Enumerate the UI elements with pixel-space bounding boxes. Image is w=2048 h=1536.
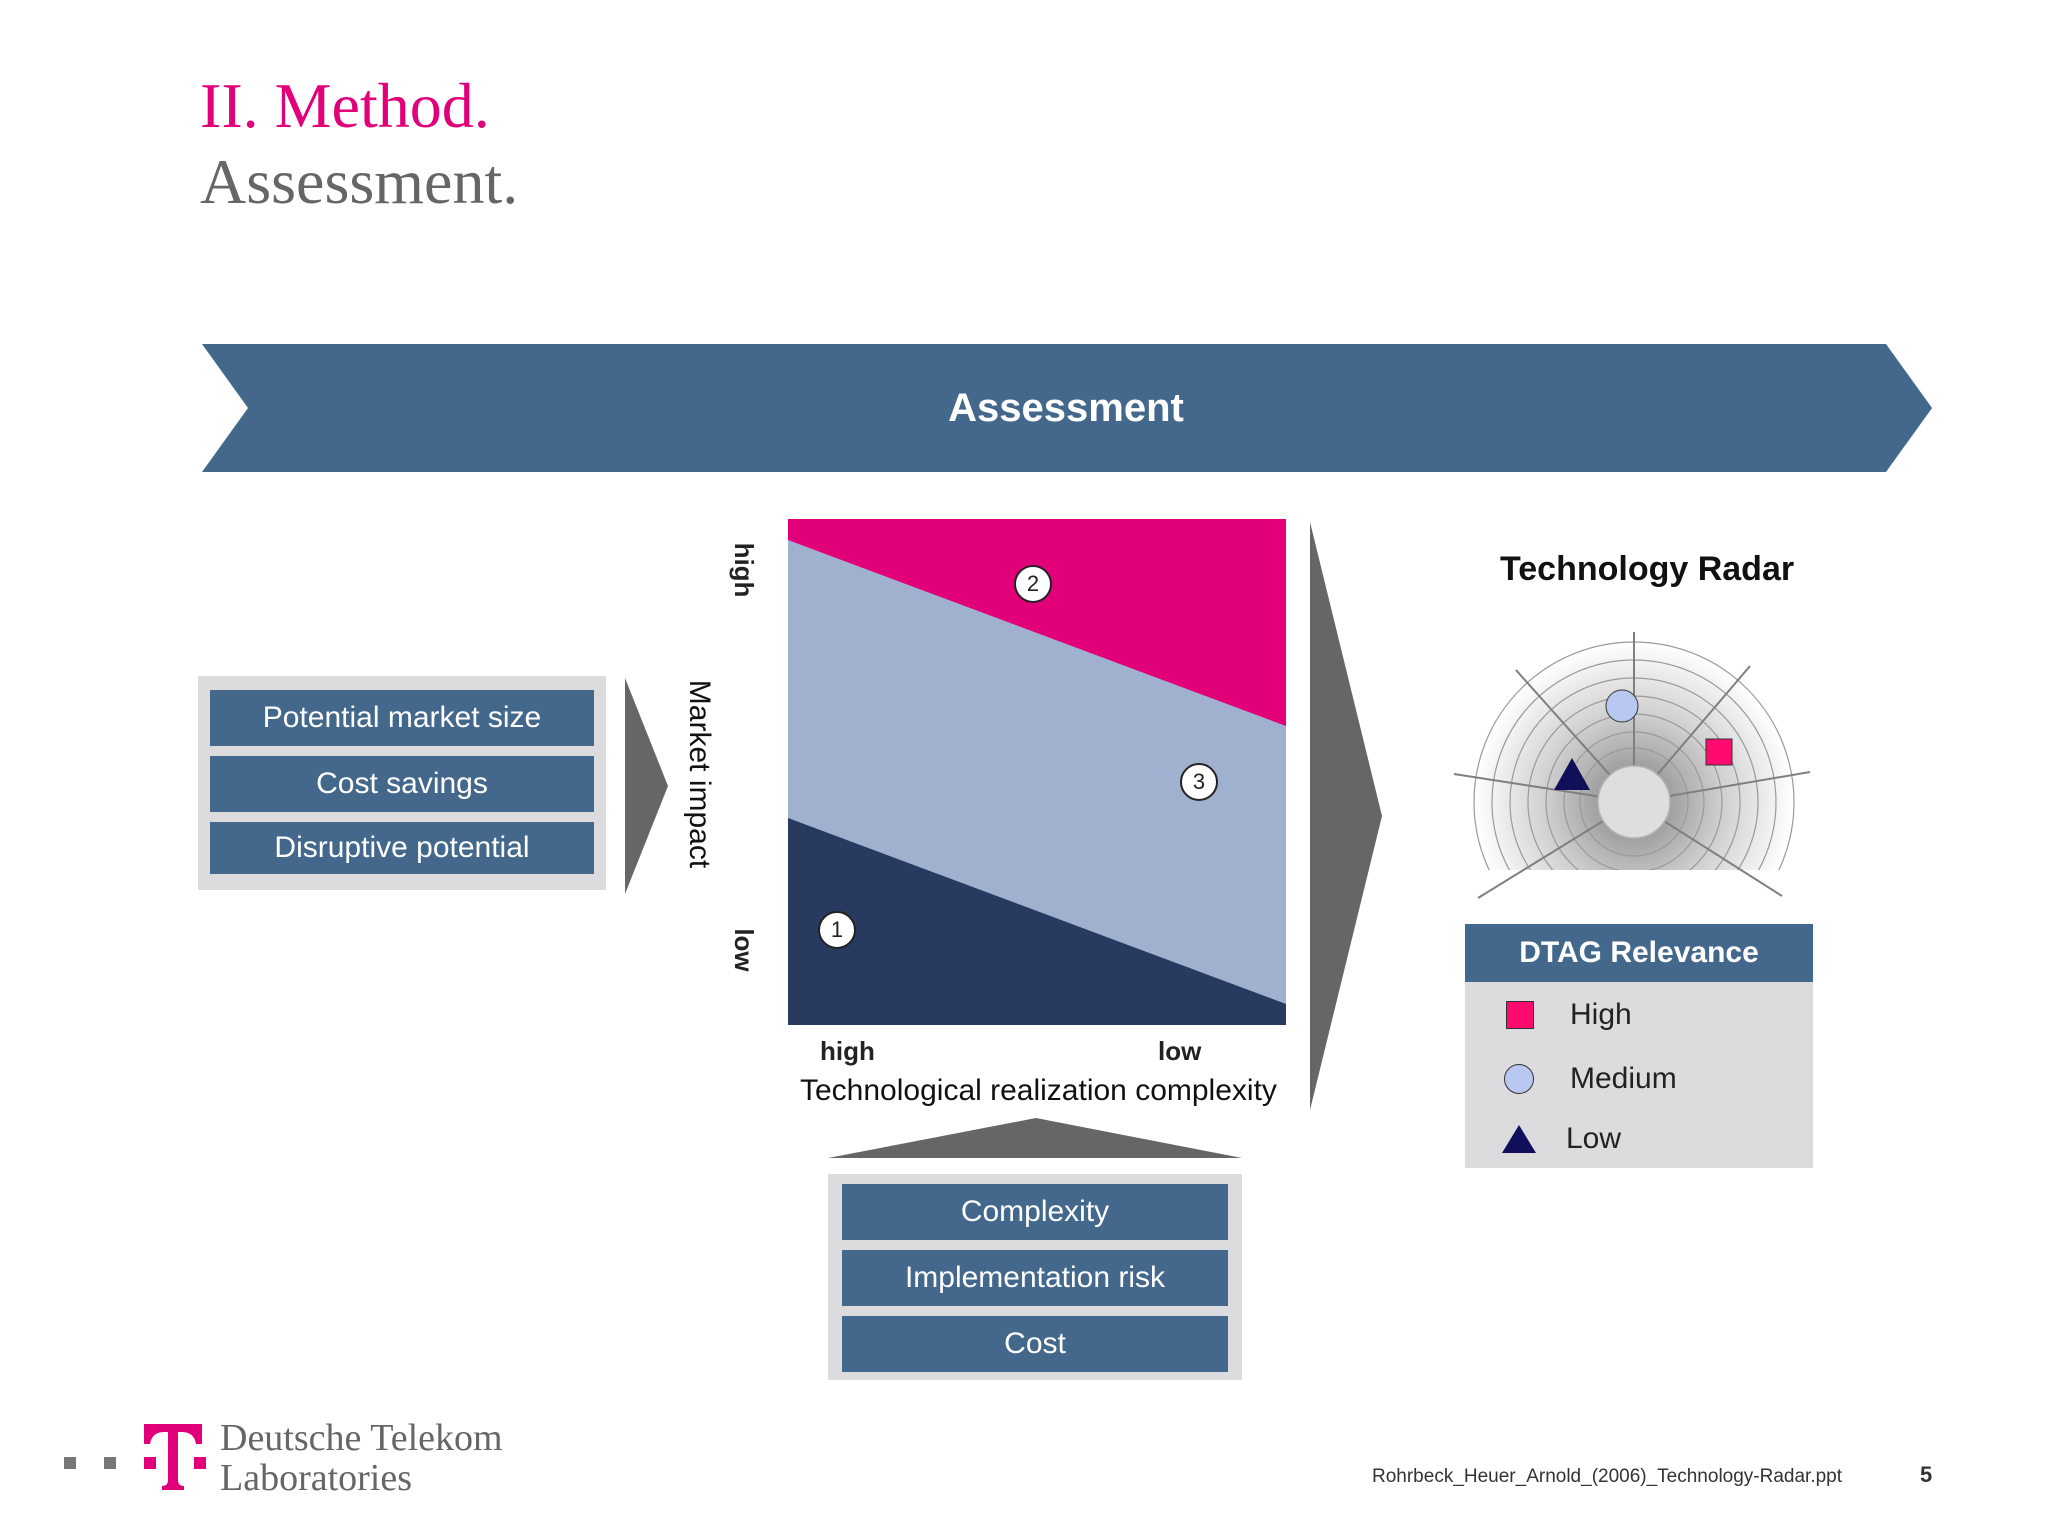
light-blue-circle-icon xyxy=(1504,1064,1534,1094)
marker-3-label: 3 xyxy=(1192,769,1206,794)
radar-medium-item-icon xyxy=(1606,690,1638,722)
complexity-factors-panel xyxy=(828,1174,1242,1380)
market-factors-panel xyxy=(198,676,606,890)
factor-implementation-risk: Implementation risk xyxy=(842,1250,1228,1306)
factor-disruptive-potential: Disruptive potential xyxy=(210,822,594,874)
radar-title: Technology Radar xyxy=(1500,550,1795,588)
marker-1-label: 1 xyxy=(830,917,844,942)
logo-line-1: Deutsche Telekom xyxy=(220,1417,503,1459)
legend-label-high: High xyxy=(1570,998,1632,1031)
factor-cost: Cost xyxy=(842,1316,1228,1372)
page-number: 5 xyxy=(1920,1462,1933,1487)
technology-radar-graphic xyxy=(1440,620,1820,910)
logo-line-2: Laboratories xyxy=(220,1457,413,1499)
footer-filename: Rohrbeck_Heuer_Arnold_(2006)_Technology-Radar.ppt xyxy=(1372,1466,1843,1487)
slide-title-section: II. Method. xyxy=(200,70,490,141)
matrix-marker-1 xyxy=(818,911,856,949)
factor-cost-savings: Cost savings xyxy=(210,756,594,812)
legend-row-medium xyxy=(1504,1054,1677,1104)
matrix-marker-2 xyxy=(1014,565,1052,603)
matrix-marker-3 xyxy=(1180,763,1218,801)
y-axis-title: Market impact xyxy=(683,679,716,869)
x-axis-low-label: low xyxy=(1158,1036,1202,1066)
radar-high-item-icon xyxy=(1706,739,1732,765)
legend-row-low xyxy=(1502,1114,1621,1164)
legend-title: DTAG Relevance xyxy=(1519,936,1759,969)
y-axis-high-label: high xyxy=(729,542,760,598)
marker-2-label: 2 xyxy=(1026,571,1040,596)
radar-center xyxy=(1598,766,1670,838)
legend-header xyxy=(1465,924,1813,982)
legend-label-medium: Medium xyxy=(1570,1062,1677,1095)
factor-market-size: Potential market size xyxy=(210,690,594,746)
navy-triangle-icon xyxy=(1502,1123,1536,1155)
magenta-square-icon xyxy=(1506,1001,1534,1029)
slide-title: Assessment. xyxy=(200,146,519,217)
x-axis-title: Technological realization complexity xyxy=(800,1074,1277,1107)
legend-label-low: Low xyxy=(1566,1122,1622,1155)
y-axis-low-label: low xyxy=(729,928,760,972)
telekom-logo-icon xyxy=(60,1422,210,1492)
banner-label: Assessment xyxy=(948,385,1184,430)
x-axis-high-label: high xyxy=(820,1036,875,1066)
legend-row-high xyxy=(1506,990,1632,1040)
factor-complexity: Complexity xyxy=(842,1184,1228,1240)
